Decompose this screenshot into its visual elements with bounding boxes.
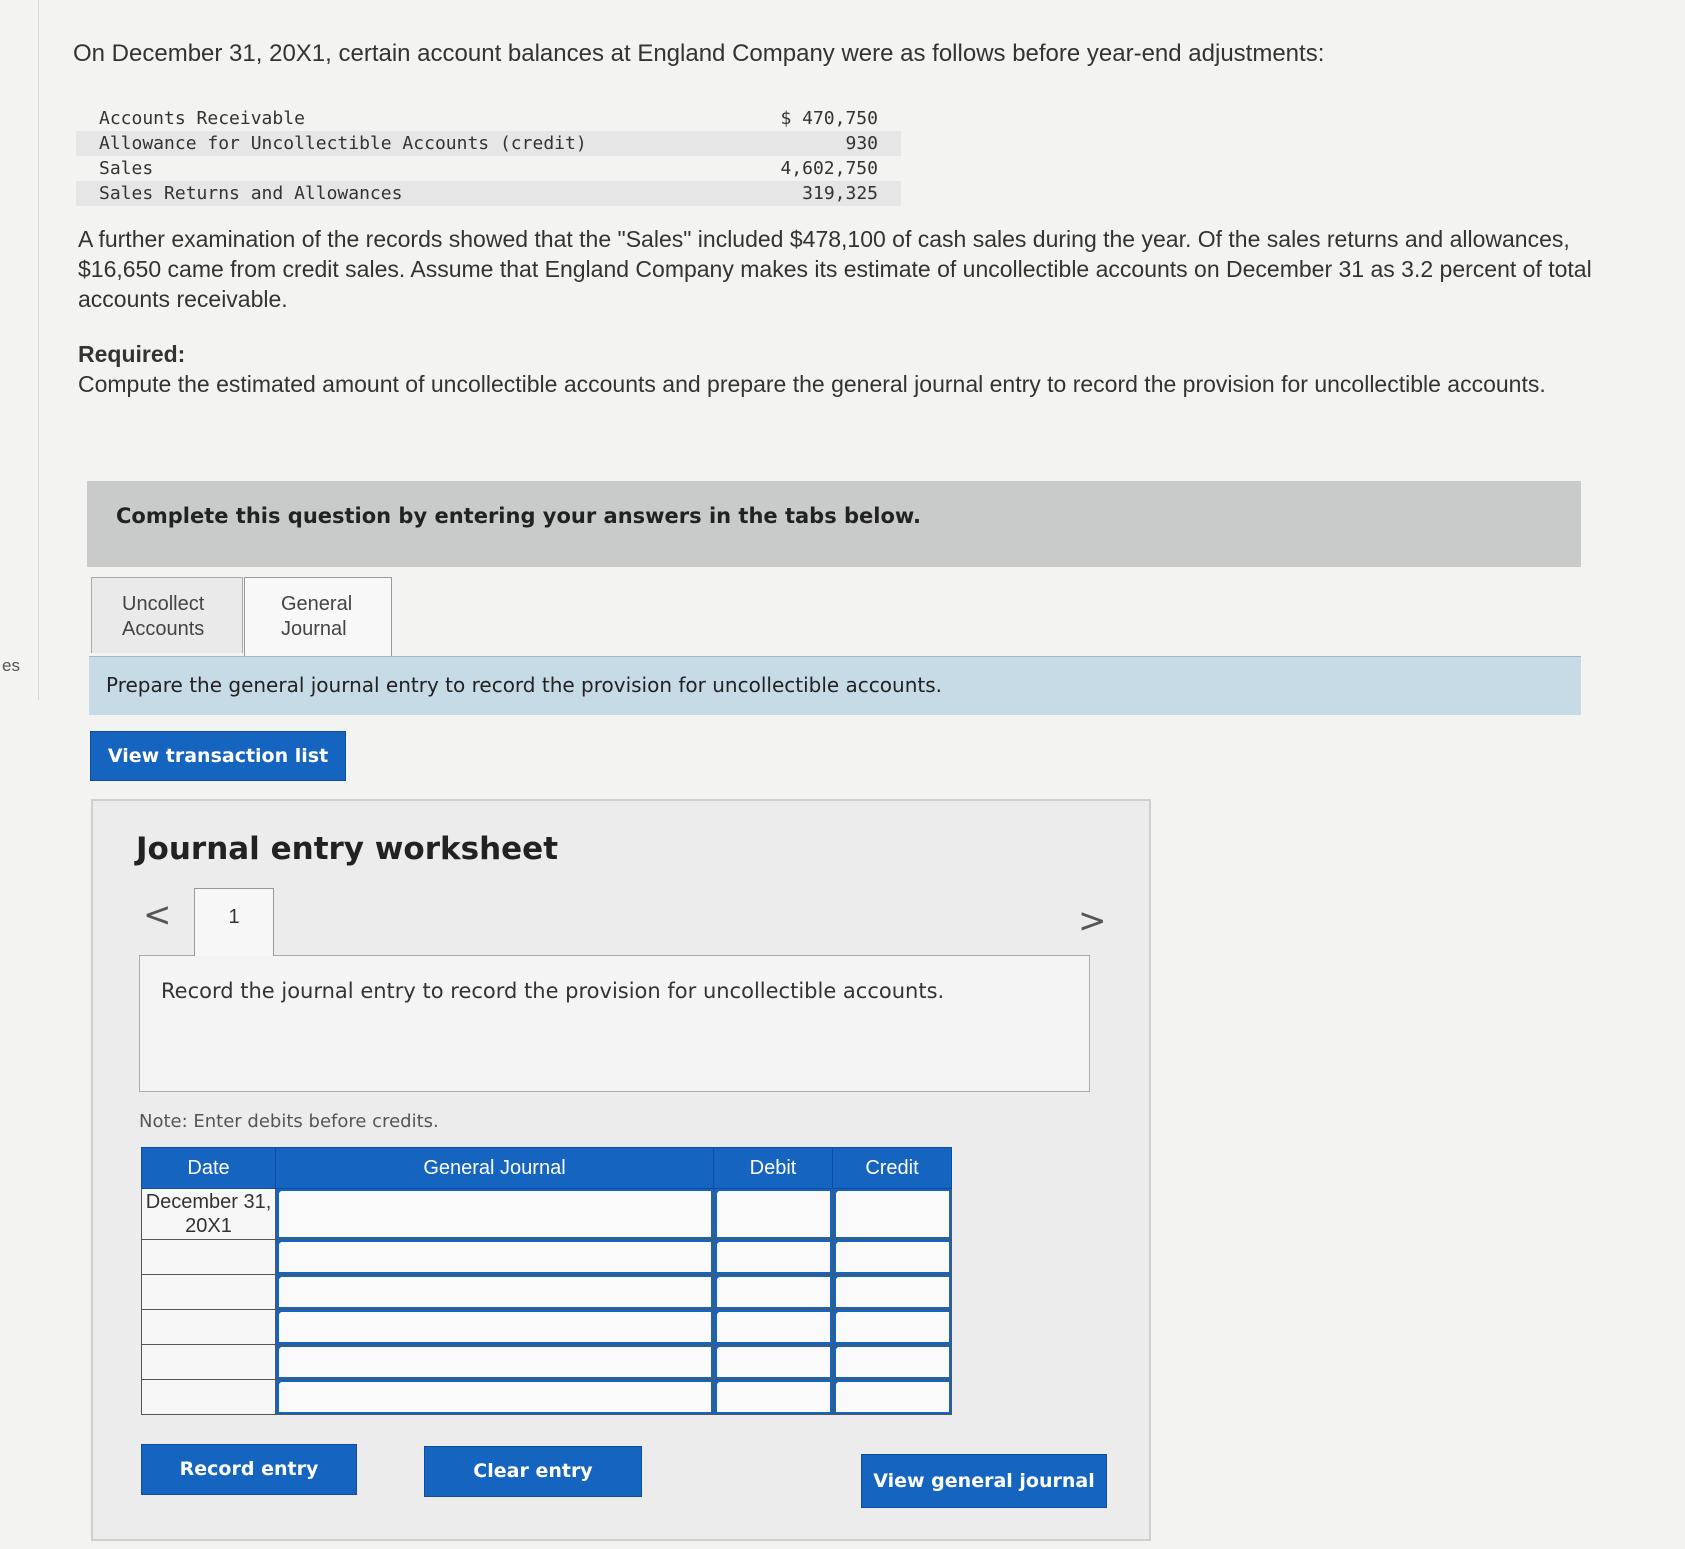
journal-row — [142, 1345, 952, 1380]
balance-amount: $ 470,750 — [780, 108, 878, 129]
credit-input[interactable] — [833, 1345, 951, 1379]
problem-intro: On December 31, 20X1, certain account balances at England Company were as follows before year-end adjustments: — [73, 40, 1325, 67]
balance-row — [76, 131, 901, 156]
tab-uncollect-accounts[interactable] — [91, 577, 243, 653]
account-cell[interactable] — [276, 1189, 714, 1240]
date-cell — [142, 1380, 276, 1415]
date-cell — [142, 1310, 276, 1345]
tab-general-journal[interactable] — [244, 577, 392, 656]
balance-row — [76, 106, 901, 131]
balance-row — [76, 181, 901, 206]
entry-description-box — [139, 955, 1090, 1092]
debit-cell[interactable] — [714, 1240, 833, 1275]
debit-cell[interactable] — [714, 1275, 833, 1310]
account-cell[interactable] — [276, 1345, 714, 1380]
journal-header-row — [142, 1148, 952, 1189]
balance-amount: 319,325 — [715, 181, 901, 206]
credit-cell[interactable] — [833, 1275, 952, 1310]
journal-row — [142, 1240, 952, 1275]
credit-input[interactable] — [833, 1275, 951, 1309]
debit-input[interactable] — [714, 1275, 832, 1309]
journal-table — [141, 1147, 952, 1415]
credit-input[interactable] — [833, 1240, 951, 1274]
account-input[interactable] — [276, 1345, 713, 1379]
credit-input[interactable] — [833, 1380, 951, 1414]
debit-input[interactable] — [714, 1345, 832, 1379]
required-label: Required: — [78, 341, 186, 367]
instruction-text: Complete this question by entering your answers in the tabs below. — [116, 504, 921, 528]
left-edge-label: es — [2, 656, 20, 675]
header-general-journal: General Journal — [276, 1148, 714, 1189]
required-text: Compute the estimated amount of uncollectible accounts and prepare the general journal entry to record the provision for uncollectible accounts. — [78, 371, 1546, 397]
credit-cell[interactable] — [833, 1240, 952, 1275]
debit-input[interactable] — [714, 1310, 832, 1344]
debit-input[interactable] — [714, 1380, 832, 1414]
clear-entry-button[interactable]: Clear entry — [424, 1446, 642, 1497]
balance-row — [76, 156, 901, 181]
account-input[interactable] — [276, 1380, 713, 1414]
journal-row — [142, 1310, 952, 1345]
balance-amount: 930 — [715, 131, 901, 156]
debit-input[interactable] — [714, 1189, 832, 1239]
debit-cell[interactable] — [714, 1380, 833, 1415]
tab-prompt-bar — [89, 656, 1581, 715]
account-input[interactable] — [276, 1310, 713, 1344]
account-input[interactable] — [276, 1275, 713, 1309]
account-cell[interactable] — [276, 1275, 714, 1310]
entry-description: Record the journal entry to record the provision for uncollectible accounts. — [161, 979, 945, 1003]
credit-input[interactable] — [833, 1310, 951, 1344]
credit-cell[interactable] — [833, 1310, 952, 1345]
tab-label-line: Uncollect — [122, 593, 205, 615]
balance-account: Accounts Receivable — [99, 108, 305, 129]
left-edge-panel — [0, 0, 39, 700]
header-credit: Credit — [833, 1148, 952, 1189]
date-cell — [142, 1240, 276, 1275]
journal-row — [142, 1189, 952, 1240]
further-info-paragraph: A further examination of the records showed that the "Sales" included $478,100 of cash sales during the year. Of the sales returns and allowances, $16,650 came from credit sales. Assume that England Company makes its estimate of uncollectible accounts on December 31 as 3.2 percent of total accounts receivable. — [78, 226, 1592, 312]
balance-account: Allowance for Uncollectible Accounts (credit) — [76, 131, 715, 156]
balance-amount: 4,602,750 — [780, 158, 878, 179]
view-transaction-list-button[interactable]: View transaction list — [90, 731, 346, 781]
debit-cell[interactable] — [714, 1310, 833, 1345]
date-cell — [142, 1345, 276, 1380]
chevron-right-icon[interactable]: > — [1078, 901, 1107, 941]
journal-entry-worksheet — [91, 799, 1151, 1541]
account-input[interactable] — [276, 1240, 713, 1274]
debits-note: Note: Enter debits before credits. — [139, 1111, 439, 1132]
debit-cell[interactable] — [714, 1189, 833, 1240]
tab-label-line: Journal — [281, 618, 347, 640]
balance-account: Sales Returns and Allowances — [76, 181, 715, 206]
account-cell[interactable] — [276, 1240, 714, 1275]
credit-cell[interactable] — [833, 1380, 952, 1415]
header-date: Date — [142, 1148, 276, 1189]
journal-row — [142, 1275, 952, 1310]
record-entry-button[interactable]: Record entry — [141, 1444, 357, 1495]
date-cell: December 31, 20X1 — [142, 1189, 276, 1240]
header-debit: Debit — [714, 1148, 833, 1189]
date-cell — [142, 1275, 276, 1310]
credit-cell[interactable] — [833, 1345, 952, 1380]
account-cell[interactable] — [276, 1310, 714, 1345]
view-general-journal-button[interactable]: View general journal — [861, 1454, 1107, 1508]
balance-account: Sales — [99, 158, 154, 179]
account-input[interactable] — [276, 1189, 713, 1239]
credit-cell[interactable] — [833, 1189, 952, 1240]
entry-tab-1[interactable]: 1 — [194, 888, 274, 956]
tab-label-line: Accounts — [122, 618, 205, 640]
tab-prompt-text: Prepare the general journal entry to record the provision for uncollectible accounts. — [106, 673, 943, 697]
credit-input[interactable] — [833, 1189, 951, 1239]
tab-label-line: General — [281, 593, 353, 615]
chevron-left-icon[interactable]: < — [143, 895, 172, 935]
account-balances-table — [76, 106, 901, 206]
debit-input[interactable] — [714, 1240, 832, 1274]
required-section — [78, 339, 1598, 399]
journal-row — [142, 1380, 952, 1415]
worksheet-title: Journal entry worksheet — [136, 831, 559, 867]
instruction-bar — [87, 481, 1581, 567]
account-cell[interactable] — [276, 1380, 714, 1415]
debit-cell[interactable] — [714, 1345, 833, 1380]
